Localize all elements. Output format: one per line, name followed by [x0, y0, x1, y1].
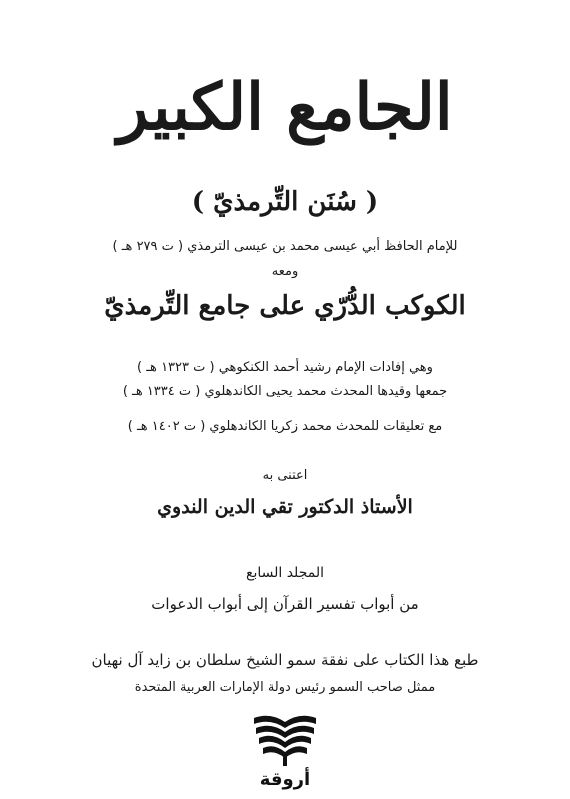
open-book-arches-icon [250, 712, 320, 768]
volume-label: المجلد السابع [246, 565, 324, 581]
with-label: ومعه [271, 264, 299, 279]
sponsor-line: طبع هذا الكتاب على نفقة سمو الشيخ سلطان بن زايد آل نهيان [91, 651, 479, 669]
sponsor-title: ممثل صاحب السمو رئيس دولة الإمارات العربية المتحدة [134, 680, 436, 695]
book-subtitle: ( سُنَن التِّرمذيّ ) [191, 187, 379, 217]
edited-by-label: اعتنى به [262, 468, 308, 483]
volume-content: من أبواب تفسير القرآن إلى أبواب الدعوات [151, 595, 419, 613]
editor-name: الأستاذ الدكتور تقي الدين الندوي [157, 496, 413, 518]
commentary-line: مع تعليقات للمحدث محمد زكريا الكاندهلوي ( ت ١٤٠٢ هـ ) [127, 419, 443, 434]
author-line: للإمام الحافظ أبي عيسى محمد بن عيسى الترمذي ( ت ٢٧٩ هـ ) [112, 239, 458, 254]
commentary-line: وهي إفادات الإمام رشيد أحمد الكنكوهي ( ت ١٣٢٣ هـ ) [137, 360, 433, 375]
book-main-title: الجامع الكبير [117, 70, 453, 145]
publisher-name: أروقة [259, 769, 311, 790]
publisher-logo [244, 712, 326, 794]
commentary-line: جمعها وقيدها المحدث محمد يحيى الكاندهلوي ( ت ١٣٣٤ هـ ) [122, 384, 448, 399]
commentary-title: الكوكب الدُّرّي على جامع التِّرمذيّ [104, 291, 466, 321]
